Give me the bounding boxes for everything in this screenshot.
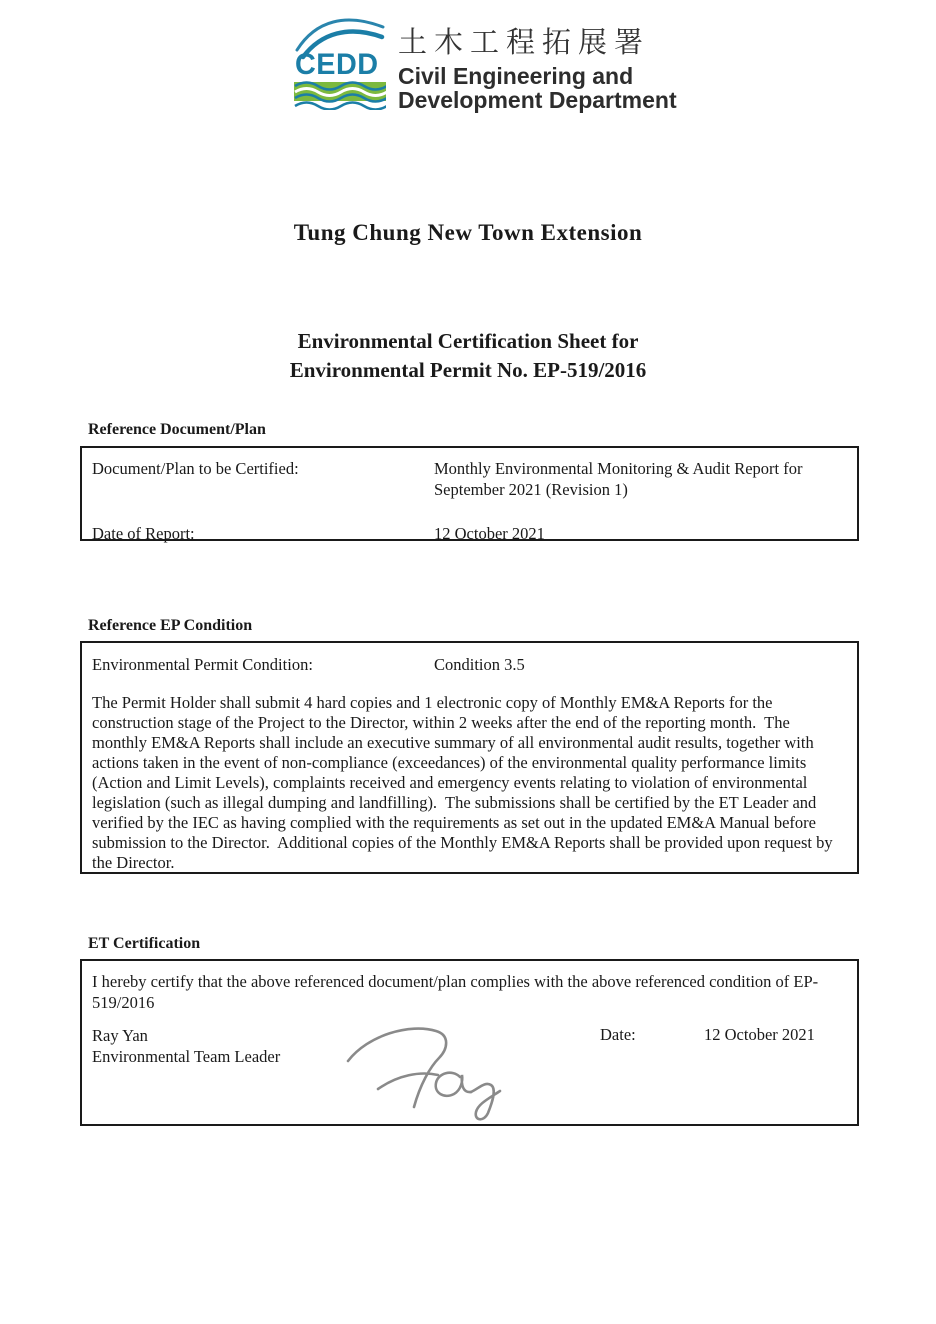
table-row <box>92 459 847 500</box>
document-title-line2: Environmental Permit No. EP-519/2016 <box>289 358 647 382</box>
ep-condition-label: Environmental Permit Condition: <box>92 655 313 674</box>
date-of-report-value: 12 October 2021 <box>434 524 545 543</box>
section-heading-et-certification: ET Certification <box>88 935 201 952</box>
reference-document-box <box>80 446 859 541</box>
document-title-line1: Environmental Certification Sheet for <box>297 329 639 353</box>
et-certification-box <box>80 959 859 1126</box>
department-name-english-line2: Development Department <box>398 87 677 113</box>
document-title <box>0 327 936 385</box>
signatory-block <box>92 1025 280 1067</box>
project-title: Tung Chung New Town Extension <box>293 220 643 245</box>
date-label: Date: <box>600 1025 636 1044</box>
signatory-name: Ray Yan <box>92 1026 148 1045</box>
department-name-english-line1: Civil Engineering and <box>398 63 634 89</box>
signature-icon <box>340 1019 518 1123</box>
certification-statement: I hereby certify that the above referenced document/plan complies with the above referenced condition of EP-519/2016 <box>92 972 819 1012</box>
date-of-report-label: Date of Report: <box>92 524 195 543</box>
department-name-english <box>398 64 677 112</box>
cedd-logo-text <box>398 12 677 112</box>
table-row <box>92 655 847 676</box>
document-plan-value: Monthly Environmental Monitoring & Audit Report for September 2021 (Revision 1) <box>434 459 807 499</box>
department-name-chinese: 土木工程拓展署 <box>398 25 651 59</box>
reference-ep-condition-box <box>80 641 859 874</box>
date-value: 12 October 2021 <box>704 1025 815 1044</box>
cedd-acronym: CEDD <box>295 48 379 81</box>
cedd-logo <box>294 12 677 112</box>
cedd-logo-icon <box>294 12 386 110</box>
document-plan-label: Document/Plan to be Certified: <box>92 459 299 478</box>
signatory-title: Environmental Team Leader <box>92 1047 281 1066</box>
section-heading-reference-ep-condition: Reference EP Condition <box>88 617 253 634</box>
section-heading-reference-document: Reference Document/Plan <box>88 421 266 438</box>
ep-condition-value: Condition 3.5 <box>434 655 525 674</box>
ep-condition-body-text: The Permit Holder shall submit 4 hard copies and 1 electronic copy of Monthly EM&A Reports for the construction stage of the Project to the Director, within 2 weeks after the end of the reporting month. The monthly EM&A Reports shall include an executive summary of all environmental audit results, together with actions taken in the event of non-compliance (exceedances) of the environmental quality performance limits (Action and Limit Levels), complaints received and emergency events relating to violation of environmental legislation (such as illegal dumping and landfilling). The submissions shall be certified by the ET Leader and verified by the IEC as having complied with the requirements as set out in the updated EM&A Manual before submission to the Director. Additional copies of the Monthly EM&A Reports shall be provided upon request by the Director. <box>92 692 837 872</box>
table-row <box>92 524 847 545</box>
